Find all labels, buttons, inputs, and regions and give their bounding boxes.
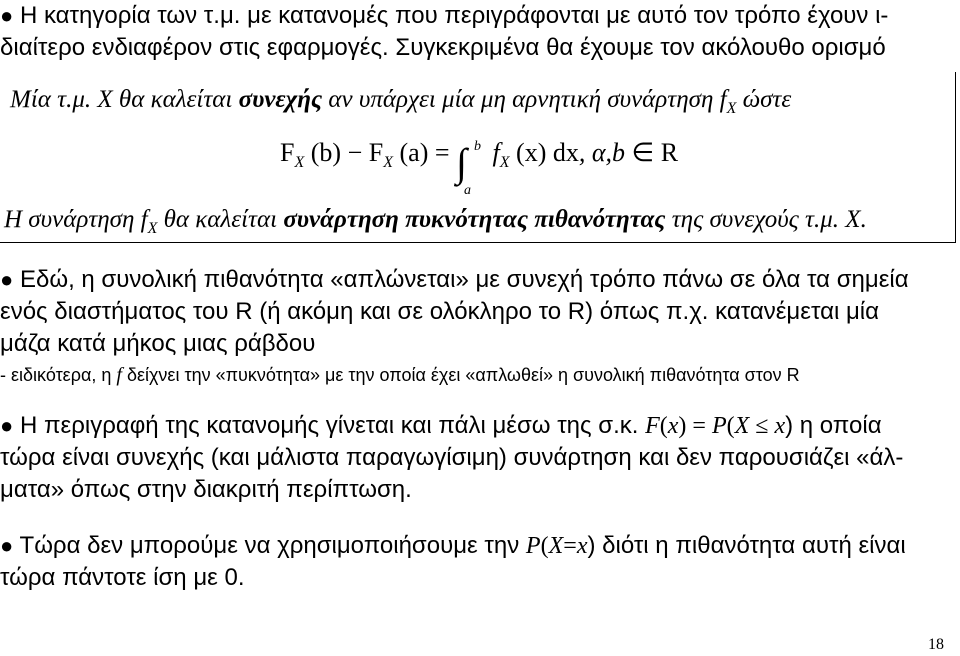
paragraph-3-line-2: τώρα είναι συνεχής (και μάλιστα παραγωγίσιμη) συνάρτηση και δεν παρουσιάζει «άλ- (0, 444, 904, 471)
bullet-icon: ● (0, 267, 14, 292)
paragraph-4-line-1: ● Τώρα δεν μπορούμε να χρησιμοποιήσουμε την P(X=x) διότι η πιθανότητα αυτή είναι (0, 532, 906, 559)
paragraph-2-line-3: μάζα κατά μήκος μιας ράβδου (0, 330, 316, 357)
bullet-icon: ● (0, 413, 14, 438)
density-formula: $F_X$ $(b) - F_X$ (a) = ∫ b a $f_X$ (x) dx, α,b ∈ R (280, 138, 679, 198)
definition-line-2: Η συνάρτηση $f_X$ θα καλείται συνάρτηση πυκνότητας πιθανότητας της συνεχούς τ.μ. X. (4, 206, 867, 237)
definition-line-1: Μία τ.μ. X θα καλείται συνεχής αν υπάρχει μία μη αρνητική συνάρτηση $f_X$ ώστε (10, 86, 792, 117)
paragraph-1-line-1 (0, 2, 888, 30)
bullet-icon: ● (0, 533, 14, 558)
paragraph-2-line-1: ● Εδώ, η συνολική πιθανότητα «απλώνεται» με συνεχή τρόπο πάνω σε όλα τα σημεία (0, 266, 909, 293)
paragraph-2-line-2: ενός διαστήματος του R (ή ακόμη και σε ολόκληρο το R) όπως π.χ. κατανέμεται μία (0, 298, 880, 325)
text: διαίτερο ενδιαφέρον στις εφαρμογές. Συγκεκριμένα θα έχουμε τον ακόλουθο ορισμό (0, 34, 886, 61)
paragraph-4-line-2: τώρα πάντοτε ίση με 0. (0, 564, 245, 591)
paragraph-3-line-3: ματα» όπως στην διακριτή περίπτωση. (0, 476, 412, 503)
paragraph-2-note: - ειδικότερα, η f δείχνει την «πυκνότητα» με την οποία έχει «απλωθεί» η συνολική πιθανότητα στον R (0, 364, 800, 386)
page-number: 18 (928, 636, 944, 653)
text: Η κατηγορία των τ.μ. με κατανομές που περιγράφονται με αυτό τον τρόπο έχουν ι- (19, 2, 889, 29)
paragraph-3-line-1: ● Η περιγραφή της κατανομής γίνεται και πάλι μέσω της σ.κ. F(x) = P(X ≤ x) η οποία (0, 412, 882, 439)
paragraph-1-line-2 (0, 34, 886, 62)
bullet-icon: ● (0, 3, 14, 28)
